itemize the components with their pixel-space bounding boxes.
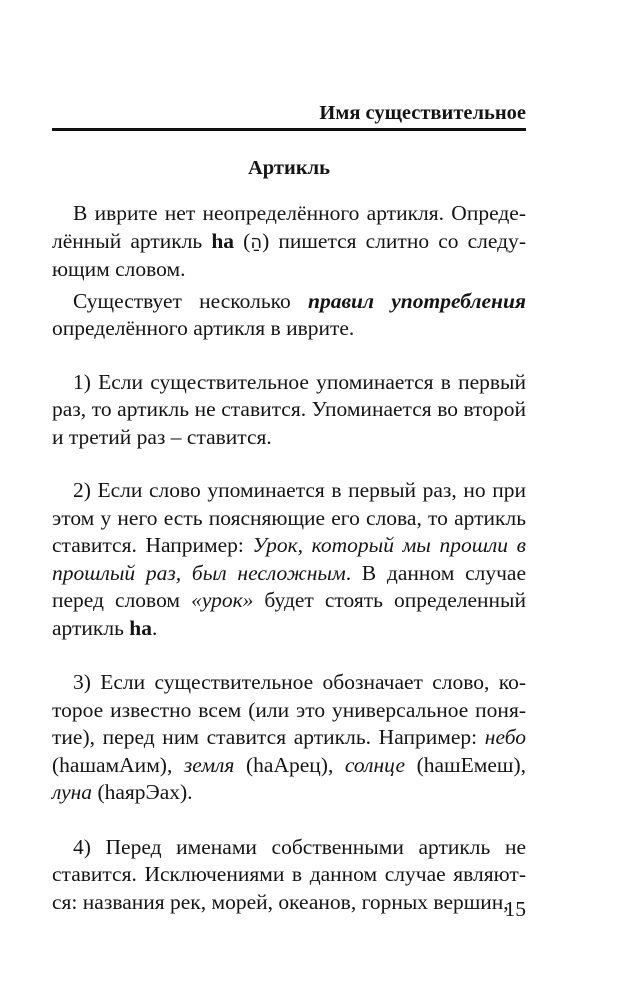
hebrew-article-glyph: הַ: [250, 231, 263, 253]
text-run: 1) Если существительное упоминается в первый раз, то артикль не ставится. Упоминается во второй и третий раз – ставится.: [52, 369, 526, 449]
example-word-zemlya: земля: [183, 752, 235, 777]
text-run: В иврите нет неопределённого артикля. Определённый артикль: [52, 201, 526, 253]
example-word-nebo: небо: [484, 725, 526, 749]
text-run: . В данном случае перед словом: [52, 560, 526, 612]
text-run: Существует несколько: [73, 288, 308, 313]
text-run: (haАрец),: [234, 752, 345, 777]
text-run: (: [234, 228, 251, 253]
text-run: .: [151, 615, 158, 640]
paragraph-rule-3: [52, 669, 526, 807]
text-run: 3) Если существительное обозначает слово, которое известно всем (или это универсальное понятие), перед ним ставится артикль. Например:: [52, 670, 526, 749]
text-run: определённого артикля в иврите.: [52, 316, 355, 340]
running-header: Имя существительное: [319, 102, 526, 124]
paragraph-rule-1: [52, 369, 526, 452]
article-ha-bold: ha: [129, 615, 152, 640]
article-ha-bold: ha: [211, 228, 235, 253]
text-run: (hашЕмеш),: [405, 752, 526, 777]
text-run: (haярЭах).: [92, 780, 193, 804]
section-title: Артикль: [248, 157, 330, 179]
text-run: (hашамАим),: [52, 752, 184, 777]
paragraph-intro: [52, 200, 526, 284]
paragraph-rules-intro: [52, 288, 526, 343]
text-run: 2) Если слово упоминается в первый раз, но при этом у него есть поясняющие его слова, то артикль ставится. Например:: [52, 478, 526, 557]
emphasis-rules: правил употребления: [307, 288, 526, 313]
example-word-urok: «урок»: [191, 588, 254, 612]
example-word-luna: луна: [52, 780, 93, 804]
paragraph-rule-2: [52, 477, 526, 642]
text-run: 4) Перед именами собственными артикль не ставится. Исключениями в данном случае являются: названия рек, морей, океанов, горных вершин,: [52, 834, 526, 914]
body-text: [52, 200, 526, 916]
example-sentence: Урок, который мы прошли в прошлый раз, был несложным: [52, 533, 526, 585]
text-run: ) пишется слитно со следующим словом.: [52, 228, 526, 281]
header-rule: [52, 128, 526, 131]
page-number: 15: [504, 897, 526, 921]
text-run: будет стоять определенный артикль: [52, 588, 526, 640]
example-word-solntse: солнце: [344, 752, 406, 777]
